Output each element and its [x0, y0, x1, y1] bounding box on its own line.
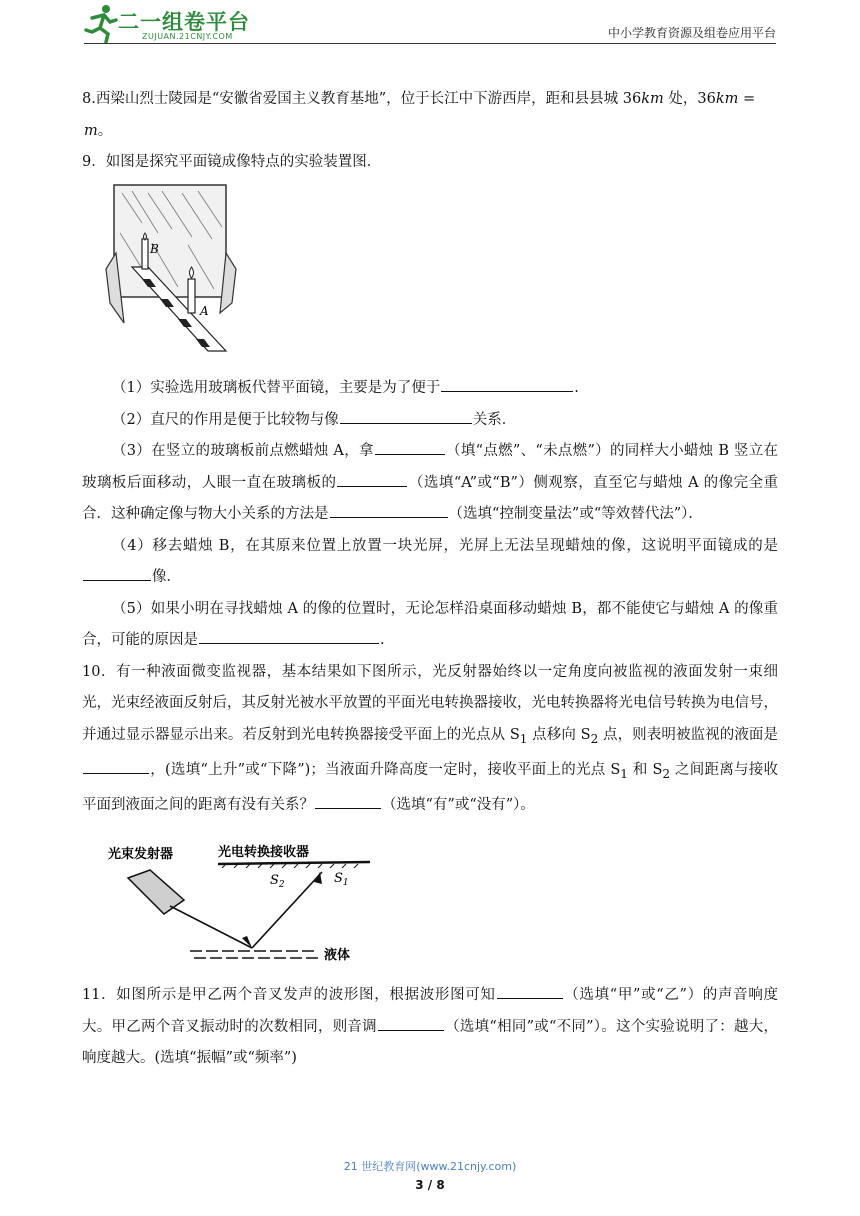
question-content	[82, 84, 778, 1075]
question-9-part-3: （3）在竖立的玻璃板前点燃蜡烛 A，拿 （填“点燃”、“未点燃”）的同样大小蜡烛 B 竖立在玻璃板后面移动，人眼一直在玻璃板的 （选填“A”或“B”）侧观察，直至它与蜡烛 A 的像完全重合．这种确定像与物大小关系的方法是 （选填“控制变量法”或“等效替代法”）．	[82, 436, 778, 531]
logo-subtext: ZUJUAN.21CNJY.COM	[142, 32, 233, 41]
plane-mirror-experiment-figure	[102, 183, 242, 355]
answer-blank-11-2[interactable]	[378, 1013, 444, 1031]
question-8: 8.西梁山烈士陵园是“安徽省爱国主义教育基地”，位于长江中下游西岸，距和县县城 36km 处，36km = m。	[82, 91, 756, 139]
site-logo[interactable]	[84, 2, 284, 44]
answer-blank-9-3b[interactable]	[337, 469, 407, 487]
answer-blank-9-4[interactable]	[83, 563, 151, 581]
runner-logo-icon	[84, 2, 118, 44]
question-9-part-2: （2）直尺的作用是便于比较物与像 关系．	[82, 405, 778, 437]
answer-blank-9-5[interactable]	[199, 626, 379, 644]
page-header	[0, 0, 860, 48]
label-liquid: 液体	[324, 947, 351, 963]
label-s1: $S_1$	[334, 870, 349, 888]
answer-blank-9-2[interactable]	[340, 406, 472, 424]
footer-site-link[interactable]: 21 世纪教育网(www.21cnjy.com)	[343, 1160, 517, 1173]
header-divider	[84, 43, 776, 44]
answer-blank-10-2[interactable]	[315, 791, 381, 809]
label-receiver: 光电转换接收器	[218, 844, 310, 860]
label-s2: $S_2$	[270, 872, 285, 890]
question-9-part-4: （4）移去蜡烛 B，在其原来位置上放置一块光屏，光屏上无法呈现蜡烛的像，这说明平面镜成的是像．	[82, 531, 778, 594]
answer-blank-9-3c[interactable]	[330, 500, 448, 518]
question-9-part-5: （5）如果小明在寻找蜡烛 A 的像的位置时，无论怎样沿桌面移动蜡烛 B，都不能使它与蜡烛 A 的像重合，可能的原因是 .	[82, 600, 778, 648]
logo-text: 二一组卷平台	[118, 10, 250, 34]
question-10: 10．有一种液面微变监视器，基本结果如下图所示，光反射器始终以一定角度向被监视的液面发射一束细光，光束经液面反射后，其反射光被水平放置的平面光电转换器接收，光电转换器将光电信号转换为电信号，并通过显示器显示出来。若反射到光电转换器接受平面上的光点从 $S_1$ 点移向 $S_2$ 点，则表明被监视的液面是，(选填“上升”或“下降”)；当液面升降高度一定时，接收平面上的光点 $S_1$ 和 $S_2$ 之间距离与接收平面到液面之间的距离有没有关系？ （选填“有”或“没有”）。	[82, 663, 779, 814]
label-light-emitter: 光束发射器	[108, 846, 174, 862]
liquid-level-monitor-figure	[102, 832, 372, 966]
answer-blank-9-1[interactable]	[441, 374, 573, 392]
answer-blank-10-1[interactable]	[83, 756, 149, 774]
question-11: 11．如图所示是甲乙两个音叉发声的波形图，根据波形图可知 （选填“甲”或“乙”）的声音响度大。甲乙两个音叉振动时的次数相同，则音调 （选填“相同”或“不同”）。这个实验说明了：越大，响度越大。(选填“振幅”或“频率”)	[82, 980, 778, 1075]
label-candle-a: A	[200, 303, 209, 318]
question-9-part-1: （1）实验选用玻璃板代替平面镜，主要是为了便于 .	[82, 373, 778, 405]
answer-blank-9-3a[interactable]	[375, 437, 445, 455]
page-number: 3 / 8	[415, 1178, 445, 1192]
question-9-stem: 9．如图是探究平面镜成像特点的实验装置图．	[82, 154, 382, 170]
label-candle-b: B	[150, 241, 159, 256]
answer-blank-11-1[interactable]	[497, 981, 563, 999]
header-platform-text: 中小学教育资源及组卷应用平台	[607, 26, 776, 40]
